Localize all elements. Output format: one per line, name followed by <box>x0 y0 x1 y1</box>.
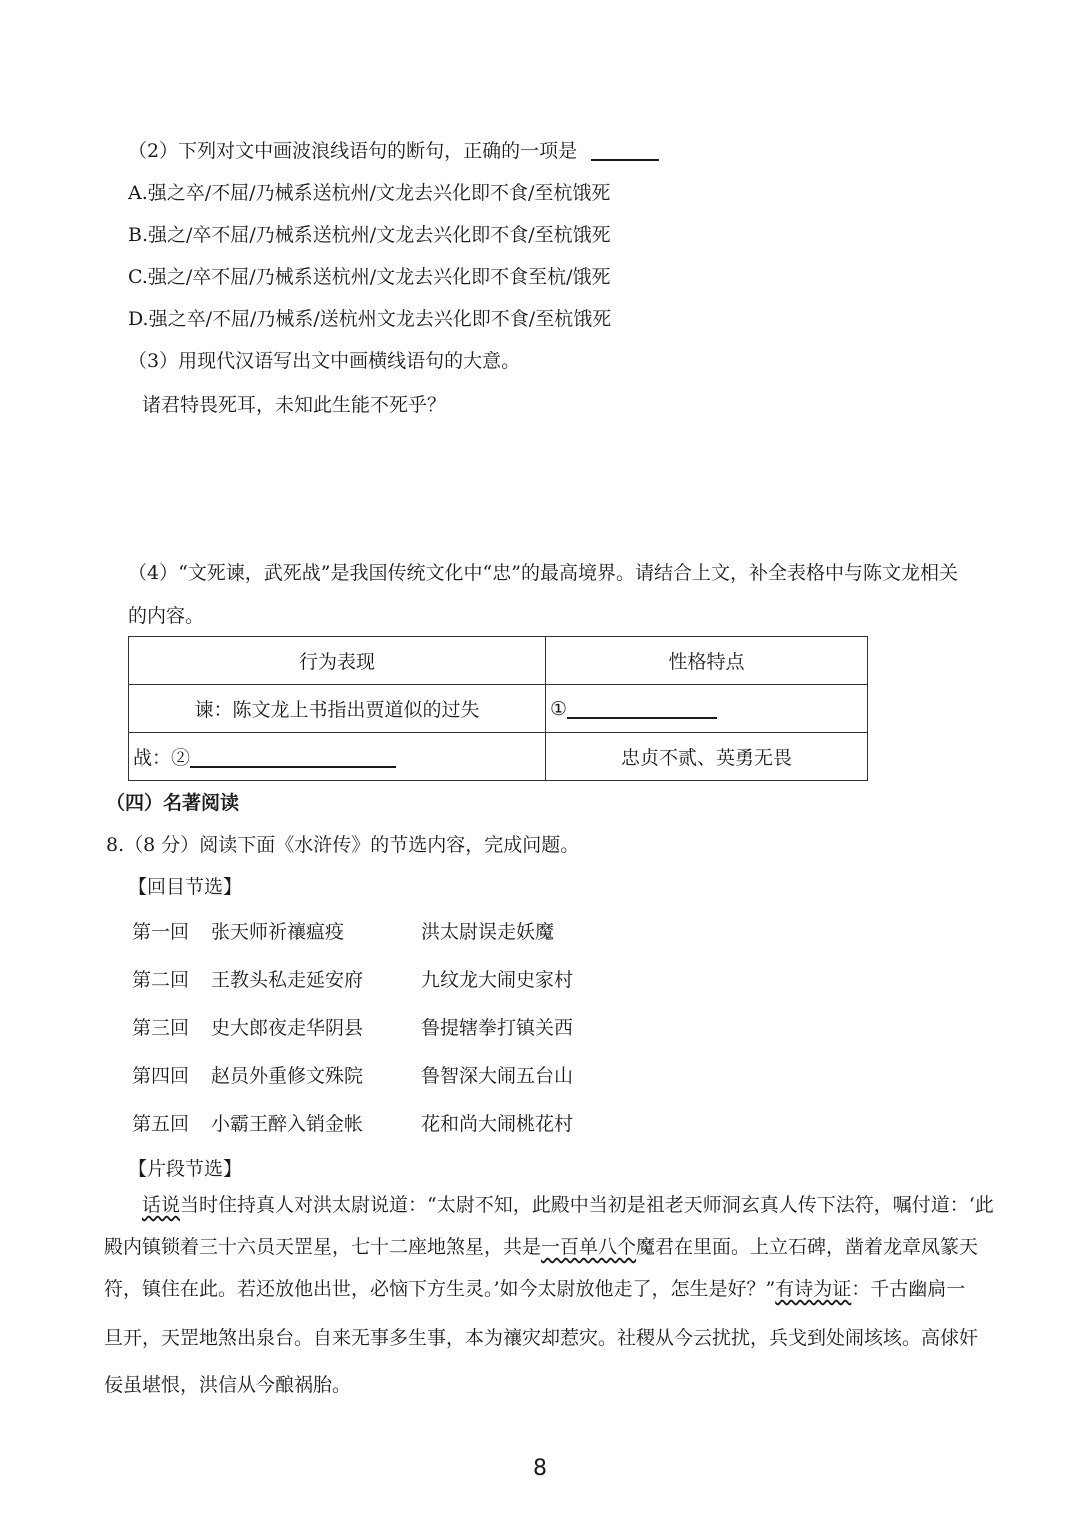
q2-option-a: A.强之卒/不屈/乃械系送杭州/文龙去兴化即不食/至杭饿死 <box>128 182 611 204</box>
chapter-second: 鲁提辖拳打镇关西 <box>421 1017 574 1039</box>
excerpt-line-5: 佞虽堪恨，洪信从今酿祸胎。 <box>104 1374 352 1396</box>
row2-behavior-prefix: 战：② <box>133 747 191 769</box>
chapter-first: 王教头私走延安府 <box>211 969 364 991</box>
q2-option-c: C.强之/卒不屈/乃械系送杭州/文龙去兴化即不食至杭/饿死 <box>128 266 611 288</box>
row2-trait: 忠贞不贰、英勇无畏 <box>546 733 868 781</box>
table-row <box>129 685 868 733</box>
q8-stem: 8.（8 分）阅读下面《水浒传》的节选内容，完成问题。 <box>106 834 580 856</box>
q3-sentence: 诸君特畏死耳，未知此生能不死乎？ <box>142 394 447 416</box>
q2-option-b: B.强之/卒不屈/乃械系送杭州/文龙去兴化即不食/至杭饿死 <box>128 224 611 246</box>
table-row <box>129 733 868 781</box>
chapter-second: 九纹龙大闹史家村 <box>421 969 574 991</box>
q2-answer-blank[interactable] <box>591 139 659 161</box>
chapter-first: 张天师祈禳瘟疫 <box>211 921 345 943</box>
excerpt-emphasis-108: 一百单八个 <box>541 1236 637 1258</box>
table-header-row <box>129 637 868 685</box>
chapter-second: 洪太尉误走妖魔 <box>421 921 555 943</box>
q2-stem: （2）下列对文中画波浪线语句的断句，正确的一项是 <box>128 140 578 162</box>
row1-trait-blank[interactable] <box>567 697 717 719</box>
excerpt-text: 殿内镇锁着三十六员天罡星，七十二座地煞星，共是 <box>104 1236 542 1258</box>
row2-behavior-cell <box>129 733 546 781</box>
excerpt-line-3 <box>104 1276 965 1302</box>
excerpt-line-4: 旦开，天罡地煞出泉台。自来无事多生事，本为禳灾却惹灾。社稷从今云扰扰，兵戈到处闹垓垓。高俅奸 <box>104 1327 979 1349</box>
excerpt-line-2 <box>104 1234 978 1260</box>
q2-option-d: D.强之卒/不屈/乃械系/送杭州文龙去兴化即不食/至杭饿死 <box>128 308 612 330</box>
chapter-second: 花和尚大闹桃花村 <box>421 1113 574 1135</box>
excerpt-title: 【片段节选】 <box>128 1158 243 1180</box>
table-header-behavior: 行为表现 <box>129 637 546 685</box>
excerpt-emphasis-poem: 有诗为证 <box>775 1278 852 1300</box>
q4-table <box>128 636 868 781</box>
row1-trait-cell <box>546 685 868 733</box>
q4-stem-line2: 的内容。 <box>128 605 205 627</box>
excerpt-text: ：千古幽扃一 <box>851 1278 966 1300</box>
section4-title: （四）名著阅读 <box>106 792 240 814</box>
row1-trait-marker: ① <box>550 698 568 720</box>
chapter-num: 第二回 <box>132 969 190 991</box>
excerpt-text: 魔君在里面。上立石碑，凿着龙章凤篆天 <box>636 1236 979 1258</box>
q2-stem-line <box>128 138 659 164</box>
chapter-first: 史大郎夜走华阴县 <box>211 1017 364 1039</box>
excerpt-text: 符，镇住在此。若还放他出世，必恼下方生灵。’如今太尉放他走了，怎生是好？” <box>104 1278 776 1300</box>
chapter-first: 小霸王醉入销金帐 <box>211 1113 364 1135</box>
chapter-num: 第三回 <box>132 1017 190 1039</box>
excerpt-emphasis-huashuo: 话说 <box>142 1194 181 1216</box>
page-number: 8 <box>533 1456 547 1481</box>
chapters-title: 【回目节选】 <box>128 876 243 898</box>
excerpt-line-1 <box>142 1192 994 1218</box>
table-header-trait: 性格特点 <box>546 637 868 685</box>
chapter-second: 鲁智深大闹五台山 <box>421 1065 574 1087</box>
chapter-num: 第五回 <box>132 1113 190 1135</box>
chapter-num: 第一回 <box>132 921 190 943</box>
chapter-num: 第四回 <box>132 1065 190 1087</box>
chapter-first: 赵员外重修文殊院 <box>211 1065 364 1087</box>
row2-behavior-blank[interactable] <box>190 746 396 768</box>
q3-stem: （3）用现代汉语写出文中画横线语句的大意。 <box>128 350 521 372</box>
q4-stem-line1: （4）“文死谏，武死战”是我国传统文化中“忠”的最高境界。请结合上文，补全表格中与陈文龙相关 <box>128 562 958 584</box>
excerpt-text: 当时住持真人对洪太尉说道：“太尉不知，此殿中当初是祖老天师洞玄真人传下法符，嘱付道：‘此 <box>180 1194 994 1216</box>
row1-behavior: 谏：陈文龙上书指出贾道似的过失 <box>129 685 546 733</box>
